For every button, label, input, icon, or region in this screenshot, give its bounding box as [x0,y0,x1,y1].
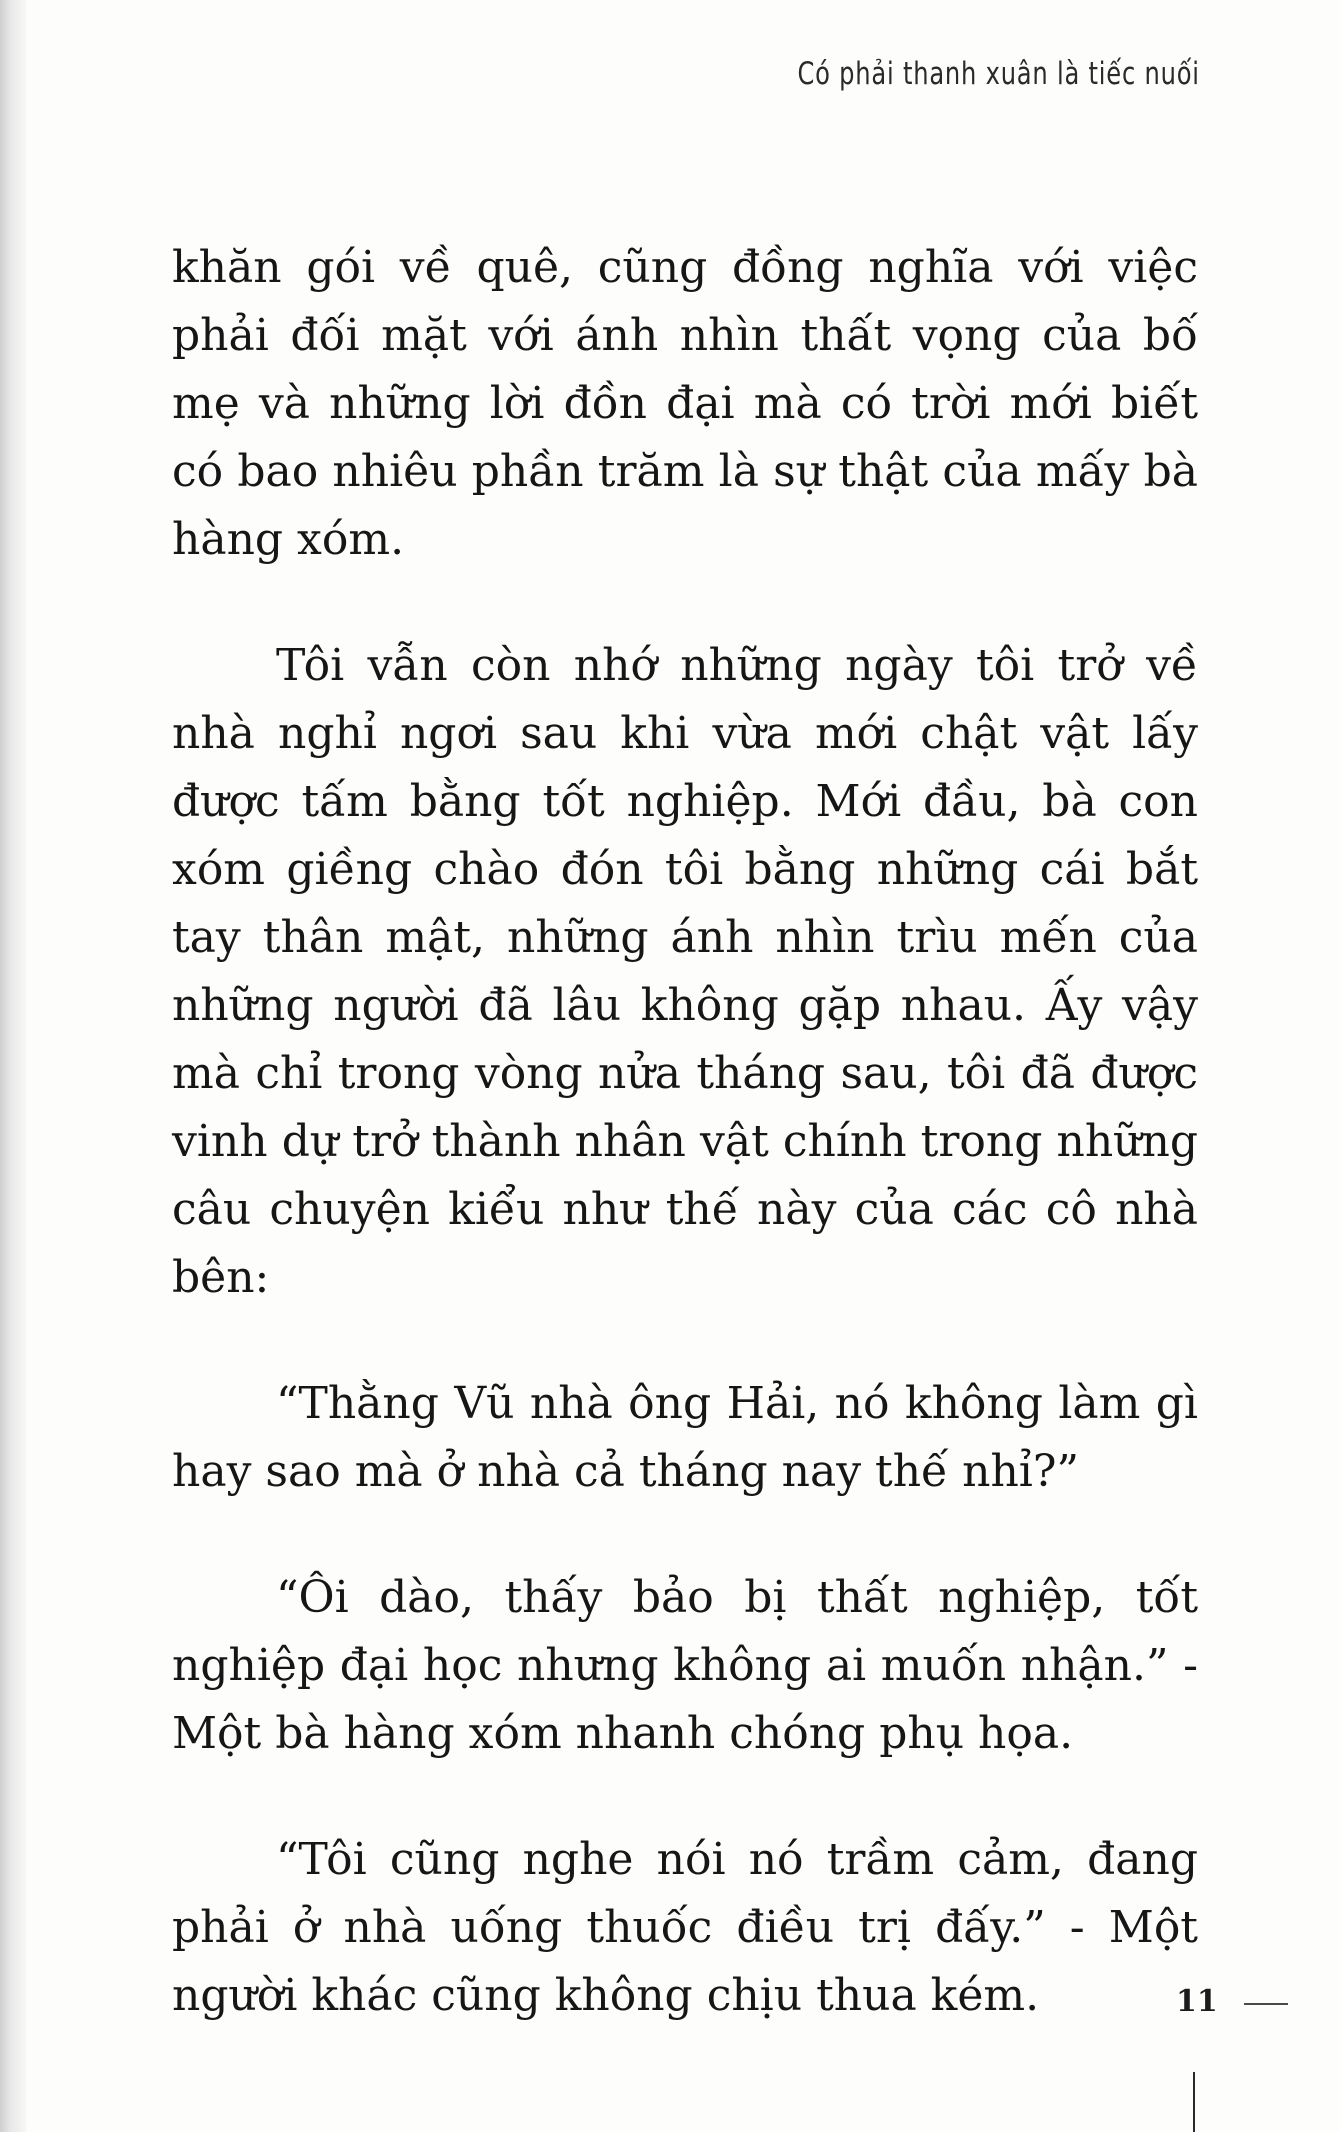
page-gutter-shadow [0,0,26,2132]
paragraph-1: khăn gói về quê, cũng đồng nghĩa với việc phải đối mặt với ánh nhìn thất vọng của bố mẹ và những lời đồn đại mà có trời mới biết có bao nhiêu phần trăm là sự thật của mấy bà hàng xóm. [172,242,1198,565]
paragraph-4: “Ôi dào, thấy bảo bị thất nghiệp, tốt nghiệp đại học nhưng không ai muốn nhận.” - Một bà hàng xóm nhanh chóng phụ họa. [172,1572,1198,1759]
paragraph-2: Tôi vẫn còn nhớ những ngày tôi trở về nhà nghỉ ngơi sau khi vừa mới chật vật lấy được tấm bằng tốt nghiệp. Mới đầu, bà con xóm giềng chào đón tôi bằng những cái bắt tay thân mật, những ánh nhìn trìu mến của những người đã lâu không gặp nhau. Ấy vậy mà chỉ trong vòng nửa tháng sau, tôi đã được vinh dự trở thành nhân vật chính trong những câu chuyện kiểu như thế này của các cô nhà bên: [172,640,1198,1303]
paragraph-3: “Thằng Vũ nhà ông Hải, nó không làm gì hay sao mà ở nhà cả tháng nay thế nhỉ?” [172,1378,1198,1497]
body-text [172,234,1198,2030]
footer-rule [1244,2003,1288,2005]
page-number: 11 [1176,1984,1218,2019]
bottom-tick-mark [1193,2072,1195,2132]
paragraph-5: “Tôi cũng nghe nói nó trầm cảm, đang phải ở nhà uống thuốc điều trị đấy.” - Một người khác cũng không chịu thua kém. [172,1834,1198,2021]
running-header: Có phải thanh xuân là tiếc nuối [797,56,1200,92]
